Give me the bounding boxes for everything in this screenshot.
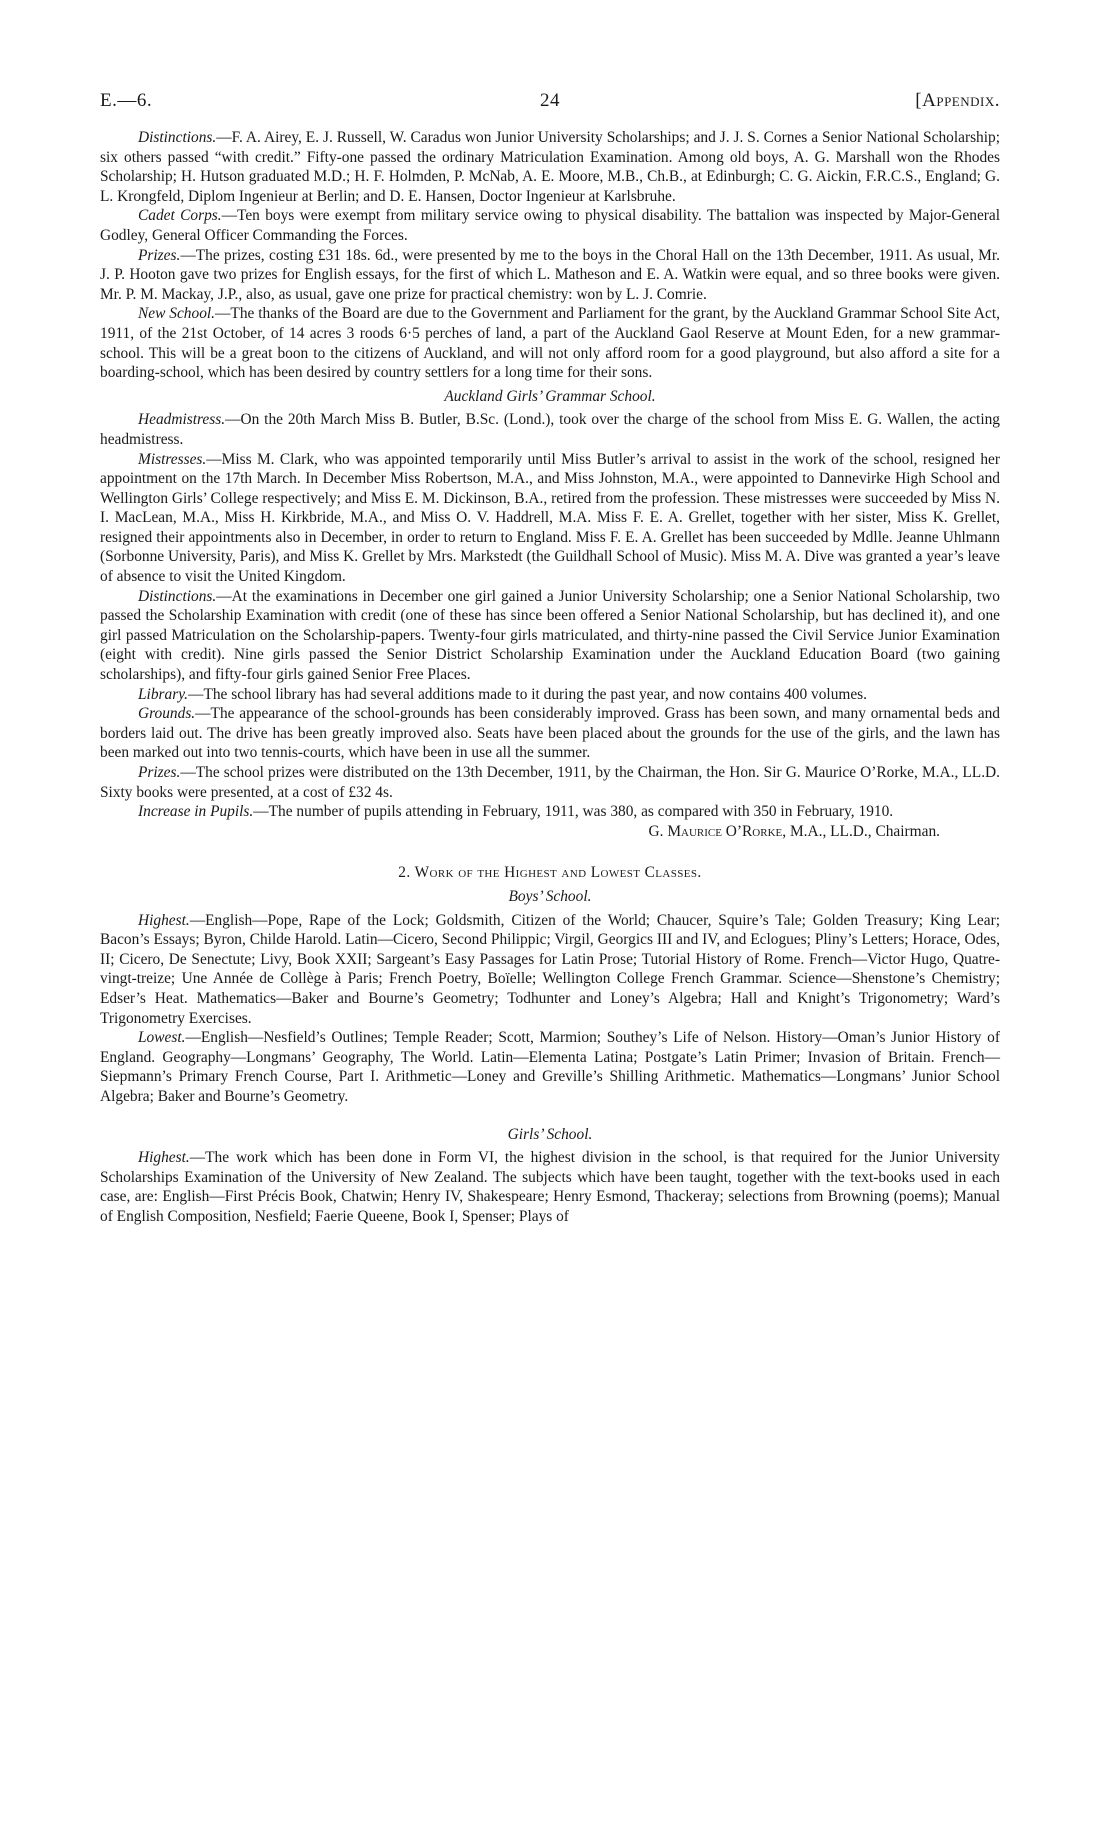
paragraph-headmistress <box>100 410 1000 449</box>
paragraph-boys-highest <box>100 911 1000 1029</box>
paragraph-prizes-girls <box>100 763 1000 802</box>
paragraph-text: —The school prizes were distributed on the 13th December, 1911, by the Chairman, the Hon. Sir G. Maurice O’Rorke, M.A., LL.D. Sixty books were presented, at a cost of £32 4s. <box>100 764 1000 801</box>
paragraph-text: —English—Nesfield’s Outlines; Temple Reader; Scott, Marmion; Southey’s Life of Nelson. History—Oman’s Junior History of England. Geography—Longmans’ Geography, The World. Latin—Elementa Latina; Postgate’s Latin Primer; Invasion of Britain. French—Siepmann’s Primary French Course, Part I. Arithmetic—Loney and Greville’s Shilling Arithmetic. Mathematics—Longmans’ Junior School Algebra; Baker and Bourne’s Geometry. <box>100 1029 1000 1105</box>
paragraph-heading: Distinctions. <box>138 587 217 605</box>
subheading-girls-school: Girls’ School. <box>507 1125 593 1143</box>
page-body <box>100 128 1000 1226</box>
page-header <box>100 82 1000 122</box>
paragraph-heading: New School. <box>138 305 216 323</box>
paragraph-text: —Miss M. Clark, who was appointed temporarily until Miss Butler’s arrival to assist in the work of the school, resigned her appointment on the 17th March. In December Miss Robertson, M.A., and Miss Johnston, M.A., were appointed to Dannevirke High School and Wellington Girls’ College respectively; and Miss E. M. Dickinson, B.A., retired from the profession. These mistresses were succeeded by Miss N. I. MacLean, M.A., Miss H. Kirkbride, M.A., and Miss O. V. Haddrell, M.A. Miss F. E. A. Grellet, together with her sister, Miss K. Grellet, resigned their appointments also in December, in order to return to England. Miss F. E. A. Grellet has been succeeded by Mdlle. Jeanne Uhlmann (Sorbonne University, Paris), and Miss K. Grellet by Mrs. Markstedt (the Guildhall School of Music). Miss M. A. Dive was granted a year’s leave of absence to visit the United Kingdom. <box>100 450 1000 586</box>
paragraph-heading: Library. <box>138 685 189 703</box>
paragraph-heading: Highest. <box>138 911 190 929</box>
appendix-label: [Appendix. <box>915 90 1000 111</box>
signature-initial: G. <box>648 822 668 840</box>
section-title-work-of-classes: 2. Work of the Highest and Lowest Classes. <box>398 864 702 882</box>
paragraph-text: —Ten boys were exempt from military service owing to physical disability. The battalion was inspected by Major-General Godley, General Officer Commanding the Forces. <box>100 207 1001 244</box>
signature-suffix: , M.A., LL.D., Chairman. <box>782 822 940 840</box>
document-reference: E.—6. <box>100 90 153 111</box>
chairman-signature <box>649 822 940 842</box>
paragraph-grounds <box>100 704 1000 763</box>
paragraph-boys-lowest <box>100 1028 1000 1106</box>
paragraph-distinctions-boys <box>100 128 1000 206</box>
paragraph-heading: Prizes. <box>138 246 181 264</box>
paragraph-text: —The prizes, costing £31 18s. 6d., were presented by me to the boys in the Choral Hall on the 13th December, 1911. As usual, Mr. J. P. Hooton gave two prizes for English essays, for the first of which L. Matheson and E. A. Watkin were equal, and so three books were given. Mr. P. M. Mackay, J.P., also, as usual, gave one prize for practical chemistry: won by L. J. Comrie. <box>100 246 1000 303</box>
paragraph-heading: Grounds. <box>138 705 196 723</box>
paragraph-text: —The number of pupils attending in February, 1911, was 380, as compared with 350 in February, 1910. <box>253 803 894 821</box>
paragraph-increase-in-pupils <box>100 802 1000 822</box>
paragraph-cadet-corps <box>100 206 1000 245</box>
paragraph-heading: Prizes. <box>138 764 181 781</box>
paragraph-prizes-boys <box>100 246 1000 305</box>
paragraph-library <box>100 685 1000 705</box>
paragraph-text: —At the examinations in December one girl gained a Junior University Scholarship; one a Senior National Scholarship, two passed the Scholarship Examination with credit (one of these has since been offered a Senior National Scholarship, but has declined it), and one girl passed Matriculation on the Scholarship-papers. Twenty-four girls matriculated, and thirty-nine passed the Civil Service Junior Examination (eight with credit). Nine girls passed the Senior District Scholarship Examination under the Auckland Education Board (two gaining scholarships), and fifty-four girls gained Senior Free Places. <box>100 587 1000 684</box>
paragraph-text: —The thanks of the Board are due to the Government and Parliament for the grant, by the Auckland Grammar School Site Act, 1911, of the 21st October, of 14 acres 3 roods 6·5 perches of land, a part of the Auckland Gaol Reserve at Mount Eden, for a new grammar-school. This will be a great boon to the citizens of Auckland, and will not only afford room for a good playground, but also afford a site for a boarding-school, which has been desired by country settlers for a long time for their sons. <box>100 305 1000 382</box>
paragraph-text: —The work which has been done in Form VI, the highest division in the school, is that required for the Junior University Scholarships Examination of the University of New Zealand. The subjects which have been taught, together with the text-books used in each case, are: English—First Précis Book, Chatwin; Henry IV, Shakespeare; Henry Esmond, Thackeray; selections from Browning (poems); Manual of English Composition, Nesfield; Faerie Queene, Book I, Spenser; Plays of <box>100 1149 1000 1225</box>
paragraph-heading: Lowest. <box>138 1029 186 1047</box>
paragraph-text: —English—Pope, Rape of the Lock; Goldsmith, Citizen of the World; Chaucer, Squire’s Tale; Golden Treasury; King Lear; Bacon’s Essays; Byron, Childe Harold. Latin—Cicero, Second Philippic; Virgil, Georgics III and IV, and Eclogues; Pliny’s Letters; Horace, Odes, II; Cicero, De Senectute; Livy, Book XXII; Sargeant’s Easy Passages for Latin Prose; Tutorial History of Rome. French—Victor Hugo, Quatre-vingt-treize; Une Année de Collège à Paris; French Poetry, Boïelle; Wellington College French Grammar. Science—Shenstone’s Chemistry; Edser’s Heat. Mathematics—Baker and Bourne’s Geometry; Todhunter and Loney’s Algebra; Hall and Knight’s Trigonometry; Ward’s Trigonometry Exercises. <box>100 911 1000 1027</box>
subheading-girls-grammar: Auckland Girls’ Grammar School. <box>444 387 656 405</box>
paragraph-heading: Headmistress. <box>138 411 226 429</box>
paragraph-new-school <box>100 304 1000 382</box>
paragraph-girls-highest <box>100 1148 1000 1226</box>
paragraph-text: —F. A. Airey, E. J. Russell, W. Caradus won Junior University Scholarships; and J. J. S. Cornes a Senior National Scholarship; six others passed “with credit.” Fifty-one passed the ordinary Matriculation Examination. Among old boys, A. G. Marshall won the Rhodes Scholarship; H. Hutson graduated M.D.; H. F. Holmden, P. McNab, A. E. Moore, M.B., Ch.B., at Edinburgh; C. G. Aickin, F.R.C.S., England; G. L. Krongfeld, Diplom Ingenieur at Berlin; and D. E. Hansen, Doctor Ingenieur at Karlsbruhe. <box>100 129 1000 205</box>
paragraph-mistresses <box>100 450 1000 587</box>
paragraph-distinctions-girls <box>100 587 1000 685</box>
subheading-boys-school: Boys’ School. <box>508 887 592 905</box>
signature-line <box>100 822 1000 842</box>
signature-name: Maurice O’Rorke <box>667 822 783 840</box>
paragraph-heading: Cadet Corps. <box>138 207 222 225</box>
document-page <box>100 82 1000 1226</box>
paragraph-heading: Increase in Pupils. <box>138 803 254 821</box>
page-number: 24 <box>540 90 560 111</box>
paragraph-heading: Mistresses. <box>138 450 207 468</box>
paragraph-text: —The school library has had several additions made to it during the past year, and now contains 400 volumes. <box>188 685 868 703</box>
paragraph-text: —On the 20th March Miss B. Butler, B.Sc. (Lond.), took over the charge of the school from Miss E. G. Wallen, the acting headmistress. <box>100 411 1000 448</box>
paragraph-heading: Highest. <box>138 1149 190 1167</box>
paragraph-text: —The appearance of the school-grounds has been considerably improved. Grass has been sown, and many ornamental beds and borders laid out. The drive has been greatly improved also. Seats have been placed about the grounds for the use of the girls, and the lawn has been marked out into two tennis-courts, which have been in use all the summer. <box>100 705 1000 762</box>
paragraph-heading: Distinctions. <box>138 129 217 146</box>
